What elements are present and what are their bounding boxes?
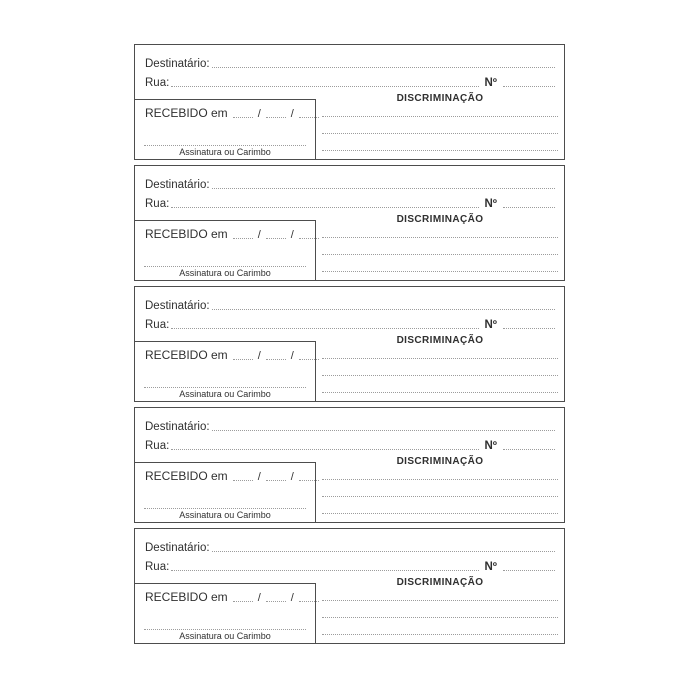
- date-separator: /: [257, 350, 261, 362]
- recebido-date-line: [135, 342, 315, 363]
- date-month-fill-line: [266, 117, 286, 118]
- receipt-slip: [134, 528, 565, 644]
- recebido-date-line: [135, 463, 315, 484]
- rua-row: [135, 71, 564, 90]
- recebido-label: RECEBIDO em: [145, 469, 228, 483]
- receipt-book-page: [134, 44, 565, 644]
- destinatario-fill-line: [212, 430, 555, 431]
- date-month-fill-line: [266, 238, 286, 239]
- discriminacao-area: [316, 93, 564, 159]
- signature-label: Assinatura ou Carimbo: [179, 510, 271, 520]
- slip-bottom: [135, 577, 564, 643]
- date-separator: /: [290, 592, 294, 604]
- receipt-slip: [134, 286, 565, 402]
- date-separator: /: [290, 229, 294, 241]
- rua-label: Rua:: [145, 319, 170, 331]
- slip-bottom: [135, 335, 564, 401]
- discriminacao-fill-line-1: [322, 600, 558, 601]
- date-day-fill-line: [233, 117, 253, 118]
- recebido-box: [135, 220, 316, 280]
- discriminacao-fill-line-2: [322, 133, 558, 134]
- receipt-slip: [134, 407, 565, 523]
- discriminacao-fill-line-2: [322, 496, 558, 497]
- recebido-box: [135, 462, 316, 522]
- date-separator: /: [257, 471, 261, 483]
- numero-fill-line: [503, 86, 555, 87]
- signature-area: [135, 508, 315, 522]
- numero-label: Nº: [484, 319, 497, 331]
- date-separator: /: [257, 592, 261, 604]
- discriminacao-area: [316, 214, 564, 280]
- destinatario-fill-line: [212, 551, 555, 552]
- destinatario-label: Destinatário:: [145, 542, 210, 554]
- rua-row: [135, 313, 564, 332]
- date-separator: /: [290, 471, 294, 483]
- rua-fill-line: [171, 328, 479, 329]
- discriminacao-fill-line-2: [322, 254, 558, 255]
- recebido-label: RECEBIDO em: [145, 227, 228, 241]
- discriminacao-fill-line-2: [322, 375, 558, 376]
- date-month-fill-line: [266, 480, 286, 481]
- rua-row: [135, 555, 564, 574]
- destinatario-label: Destinatário:: [145, 179, 210, 191]
- date-day-fill-line: [233, 238, 253, 239]
- numero-label: Nº: [484, 198, 497, 210]
- signature-area: [135, 387, 315, 401]
- date-separator: /: [290, 350, 294, 362]
- discriminacao-area: [316, 577, 564, 643]
- signature-area: [135, 145, 315, 159]
- discriminacao-area: [316, 335, 564, 401]
- discriminacao-fill-line-3: [322, 271, 558, 272]
- destinatario-row: [135, 287, 564, 313]
- numero-label: Nº: [484, 440, 497, 452]
- numero-fill-line: [503, 207, 555, 208]
- numero-label: Nº: [484, 561, 497, 573]
- signature-area: [135, 266, 315, 280]
- destinatario-label: Destinatário:: [145, 421, 210, 433]
- date-day-fill-line: [233, 601, 253, 602]
- recebido-label: RECEBIDO em: [145, 590, 228, 604]
- numero-label: Nº: [484, 77, 497, 89]
- receipt-slip: [134, 165, 565, 281]
- destinatario-label: Destinatário:: [145, 58, 210, 70]
- discriminacao-fill-line-3: [322, 150, 558, 151]
- destinatario-row: [135, 529, 564, 555]
- signature-label: Assinatura ou Carimbo: [179, 147, 271, 157]
- destinatario-label: Destinatário:: [145, 300, 210, 312]
- discriminacao-fill-line-1: [322, 116, 558, 117]
- discriminacao-area: [316, 456, 564, 522]
- date-month-fill-line: [266, 601, 286, 602]
- destinatario-fill-line: [212, 188, 555, 189]
- discriminacao-label: DISCRIMINAÇÃO: [396, 577, 484, 588]
- rua-row: [135, 192, 564, 211]
- recebido-date-line: [135, 100, 315, 121]
- rua-label: Rua:: [145, 198, 170, 210]
- numero-fill-line: [503, 328, 555, 329]
- rua-row: [135, 434, 564, 453]
- recebido-box: [135, 99, 316, 159]
- discriminacao-fill-line-1: [322, 358, 558, 359]
- recebido-label: RECEBIDO em: [145, 348, 228, 362]
- recebido-date-line: [135, 221, 315, 242]
- rua-fill-line: [171, 86, 479, 87]
- discriminacao-fill-line-3: [322, 513, 558, 514]
- signature-label: Assinatura ou Carimbo: [179, 389, 271, 399]
- destinatario-fill-line: [212, 309, 555, 310]
- signature-area: [135, 629, 315, 643]
- rua-fill-line: [171, 207, 479, 208]
- numero-fill-line: [503, 570, 555, 571]
- slip-bottom: [135, 456, 564, 522]
- destinatario-fill-line: [212, 67, 555, 68]
- date-separator: /: [290, 108, 294, 120]
- receipt-slip: [134, 44, 565, 160]
- recebido-box: [135, 341, 316, 401]
- discriminacao-fill-line-1: [322, 237, 558, 238]
- date-separator: /: [257, 108, 261, 120]
- rua-fill-line: [171, 570, 479, 571]
- discriminacao-fill-line-3: [322, 392, 558, 393]
- date-day-fill-line: [233, 480, 253, 481]
- discriminacao-fill-line-3: [322, 634, 558, 635]
- date-separator: /: [257, 229, 261, 241]
- discriminacao-fill-line-2: [322, 617, 558, 618]
- slip-bottom: [135, 214, 564, 280]
- rua-fill-line: [171, 449, 479, 450]
- destinatario-row: [135, 45, 564, 71]
- discriminacao-label: DISCRIMINAÇÃO: [396, 335, 484, 346]
- discriminacao-label: DISCRIMINAÇÃO: [396, 456, 484, 467]
- rua-label: Rua:: [145, 561, 170, 573]
- discriminacao-label: DISCRIMINAÇÃO: [396, 93, 484, 104]
- destinatario-row: [135, 408, 564, 434]
- date-day-fill-line: [233, 359, 253, 360]
- discriminacao-fill-line-1: [322, 479, 558, 480]
- rua-label: Rua:: [145, 440, 170, 452]
- rua-label: Rua:: [145, 77, 170, 89]
- signature-label: Assinatura ou Carimbo: [179, 268, 271, 278]
- recebido-box: [135, 583, 316, 643]
- slip-bottom: [135, 93, 564, 159]
- discriminacao-label: DISCRIMINAÇÃO: [396, 214, 484, 225]
- numero-fill-line: [503, 449, 555, 450]
- date-month-fill-line: [266, 359, 286, 360]
- signature-label: Assinatura ou Carimbo: [179, 631, 271, 641]
- destinatario-row: [135, 166, 564, 192]
- recebido-date-line: [135, 584, 315, 605]
- recebido-label: RECEBIDO em: [145, 106, 228, 120]
